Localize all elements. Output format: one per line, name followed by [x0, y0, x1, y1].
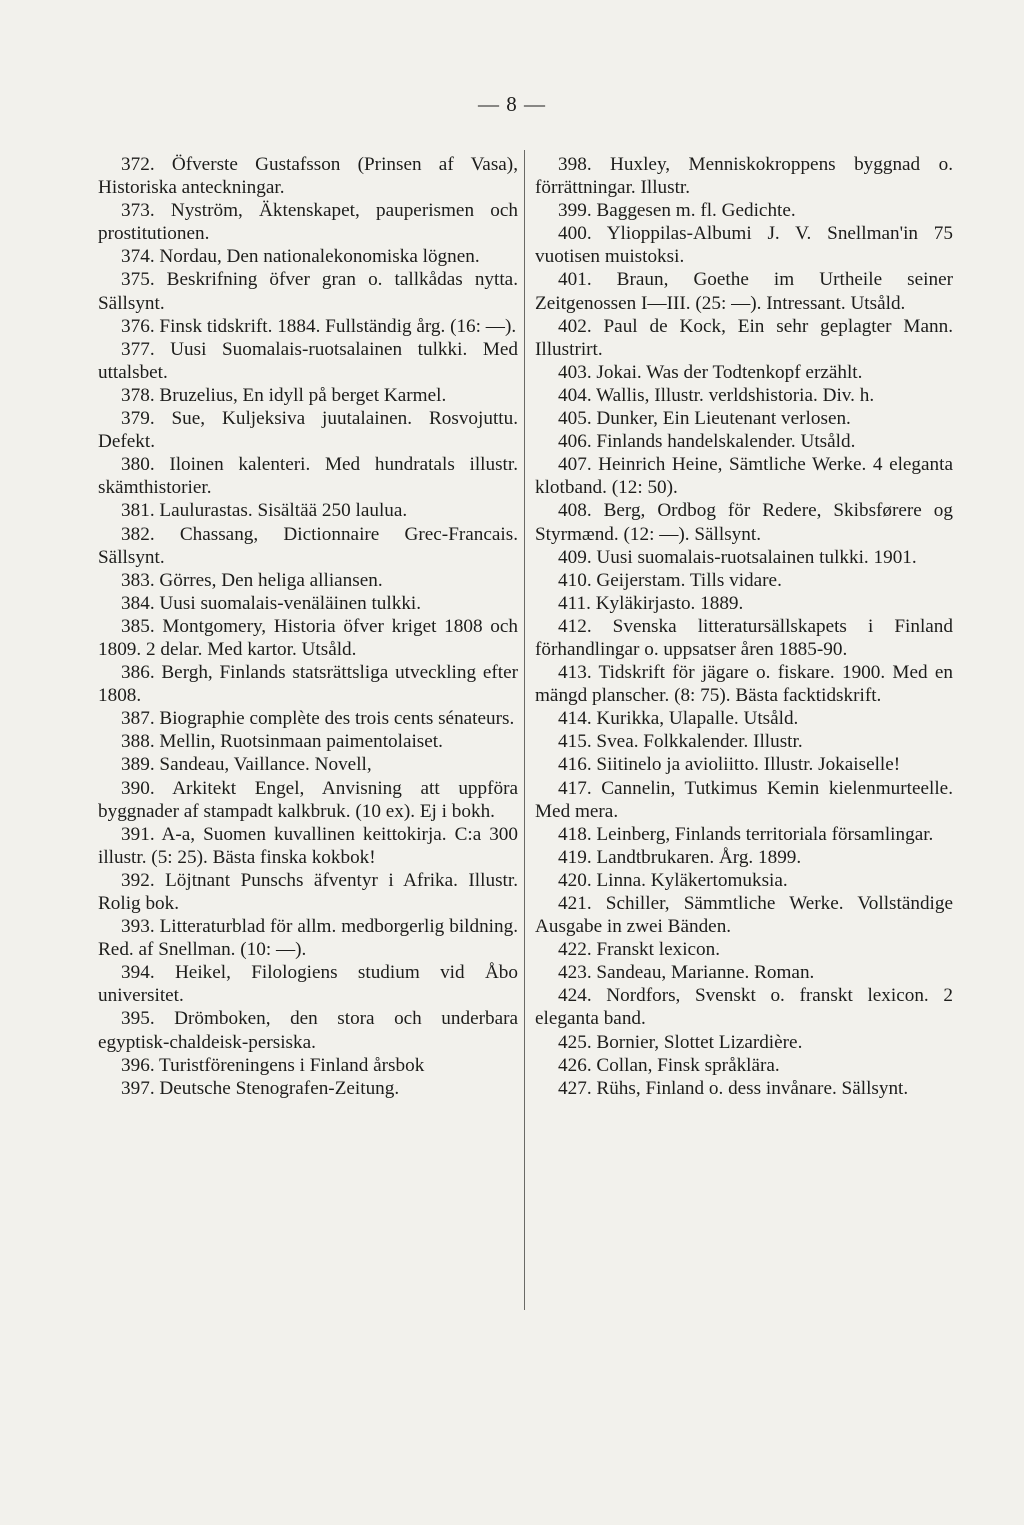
catalog-entry: 372. Öfverste Gustafsson (Prinsen af Vasa), Historiska anteckningar. — [98, 154, 518, 199]
catalog-entry: 393. Litteraturblad för allm. medborgerlig bildning. Red. af Snellman. (10: —). — [98, 916, 518, 961]
catalog-entry: 427. Rühs, Finland o. dess invånare. Sällsynt. — [558, 1077, 909, 1099]
catalog-entry: 423. Sandeau, Marianne. Roman. — [558, 962, 815, 984]
catalog-entry: 424. Nordfors, Svenskt o. franskt lexicon. 2 eleganta band. — [535, 985, 953, 1030]
catalog-entry: 409. Uusi suomalais-ruotsalainen tulkki. 1901. — [558, 546, 917, 568]
column-divider — [524, 150, 525, 1310]
catalog-entry: 395. Drömboken, den stora och underbara egyptisk-chaldeisk-persiska. — [98, 1008, 518, 1053]
catalog-entry: 384. Uusi suomalais-venäläinen tulkki. — [121, 592, 422, 614]
right-column — [535, 153, 953, 1100]
catalog-entry: 413. Tidskrift för jägare o. fiskare. 1900. Med en mängd planscher. (8: 75). Bästa facktidskrift. — [535, 662, 953, 707]
catalog-entry: 417. Cannelin, Tutkimus Kemin kielenmurteelle. Med mera. — [535, 777, 953, 822]
catalog-entry: 415. Svea. Folkkalender. Illustr. — [558, 731, 803, 753]
catalog-entry: 411. Kyläkirjasto. 1889. — [558, 592, 744, 614]
catalog-entry: 377. Uusi Suomalais-ruotsalainen tulkki. Med uttalsbet. — [98, 338, 518, 383]
catalog-entry: 388. Mellin, Ruotsinmaan paimentolaiset. — [121, 731, 443, 753]
catalog-entry: 386. Bergh, Finlands statsrättsliga utveckling efter 1808. — [98, 662, 518, 707]
catalog-entry: 379. Sue, Kuljeksiva juutalainen. Rosvojuttu. Defekt. — [98, 408, 518, 453]
catalog-entry: 376. Finsk tidskrift. 1884. Fullständig årg. (16: —). — [121, 315, 517, 337]
catalog-entry: 426. Collan, Finsk språklära. — [558, 1054, 780, 1076]
catalog-entry: 412. Svenska litteratursällskapets i Finland förhandlingar o. uppsatser åren 1885-90. — [535, 615, 953, 660]
catalog-entry: 398. Huxley, Menniskokroppens byggnad o. förrättningar. Illustr. — [535, 154, 953, 199]
page-number: — 8 — — [478, 92, 546, 116]
catalog-entry: 405. Dunker, Ein Lieutenant verlosen. — [558, 408, 851, 430]
catalog-entry: 385. Montgomery, Historia öfver kriget 1808 och 1809. 2 delar. Med kartor. Utsåld. — [98, 615, 518, 660]
left-column — [98, 153, 518, 1100]
catalog-entry: 419. Landtbrukaren. Årg. 1899. — [558, 846, 802, 868]
catalog-entry: 420. Linna. Kyläkertomuksia. — [558, 869, 788, 891]
catalog-entry: 422. Franskt lexicon. — [558, 939, 721, 961]
catalog-entry: 396. Turistföreningens i Finland årsbok — [121, 1054, 425, 1076]
catalog-entry: 373. Nyström, Äktenskapet, pauperismen och prostitutionen. — [98, 200, 518, 245]
catalog-entry: 390. Arkitekt Engel, Anvisning att uppföra byggnader af stampadt kalkbruk. (10 ex). Ej i bokh. — [98, 777, 518, 822]
catalog-entry: 401. Braun, Goethe im Urtheile seiner Zeitgenossen I—III. (25: —). Intressant. Utsåld. — [535, 269, 953, 314]
catalog-entry: 410. Geijerstam. Tills vidare. — [558, 569, 782, 591]
catalog-entry: 414. Kurikka, Ulapalle. Utsåld. — [558, 708, 799, 730]
catalog-entry: 378. Bruzelius, En idyll på berget Karmel. — [121, 384, 447, 406]
catalog-entry: 399. Baggesen m. fl. Gedichte. — [558, 200, 796, 222]
catalog-entry: 383. Görres, Den heliga alliansen. — [121, 569, 383, 591]
catalog-entry: 382. Chassang, Dictionnaire Grec-Francais. Sällsynt. — [98, 523, 518, 568]
catalog-entry: 394. Heikel, Filologiens studium vid Åbo universitet. — [98, 962, 518, 1007]
catalog-entry: 406. Finlands handelskalender. Utsåld. — [558, 431, 856, 453]
catalog-entry: 389. Sandeau, Vaillance. Novell, — [121, 754, 372, 776]
catalog-entry: 374. Nordau, Den nationalekonomiska lögnen. — [121, 246, 480, 268]
catalog-entry: 397. Deutsche Stenografen-Zeitung. — [121, 1077, 400, 1099]
catalog-entry: 425. Bornier, Slottet Lizardière. — [558, 1031, 803, 1053]
catalog-entry: 391. A-a, Suomen kuvallinen keittokirja. C:a 300 illustr. (5: 25). Bästa finska kokbok! — [98, 823, 518, 868]
catalog-entry: 418. Leinberg, Finlands territoriala församlingar. — [558, 823, 934, 845]
catalog-entry: 403. Jokai. Was der Todtenkopf erzählt. — [558, 361, 863, 383]
catalog-entry: 407. Heinrich Heine, Sämtliche Werke. 4 eleganta klotband. (12: 50). — [535, 454, 953, 499]
catalog-entry: 387. Biographie complète des trois cents sénateurs. — [121, 708, 515, 730]
catalog-entry: 408. Berg, Ordbog för Redere, Skibsførere og Styrmænd. (12: —). Sällsynt. — [535, 500, 953, 545]
catalog-entry: 380. Iloinen kalenteri. Med hundratals illustr. skämthistorier. — [98, 454, 518, 499]
catalog-entry: 416. Siitinelo ja avioliitto. Illustr. Jokaiselle! — [558, 754, 901, 776]
catalog-entry: 400. Ylioppilas-Albumi J. V. Snellman'in 75 vuotisen muistoksi. — [535, 223, 953, 268]
catalog-entry: 421. Schiller, Sämmtliche Werke. Vollständige Ausgabe in zwei Bänden. — [535, 893, 953, 938]
catalog-entry: 402. Paul de Kock, Ein sehr geplagter Mann. Illustrirt. — [535, 315, 953, 360]
catalog-entry: 375. Beskrifning öfver gran o. tallkådas nytta. Sällsynt. — [98, 269, 518, 314]
catalog-entry: 381. Laulurastas. Sisältää 250 laulua. — [121, 500, 408, 522]
catalog-entry: 392. Löjtnant Punschs äfventyr i Afrika. Illustr. Rolig bok. — [98, 869, 518, 914]
catalog-entry: 404. Wallis, Illustr. verldshistoria. Div. h. — [558, 384, 875, 406]
